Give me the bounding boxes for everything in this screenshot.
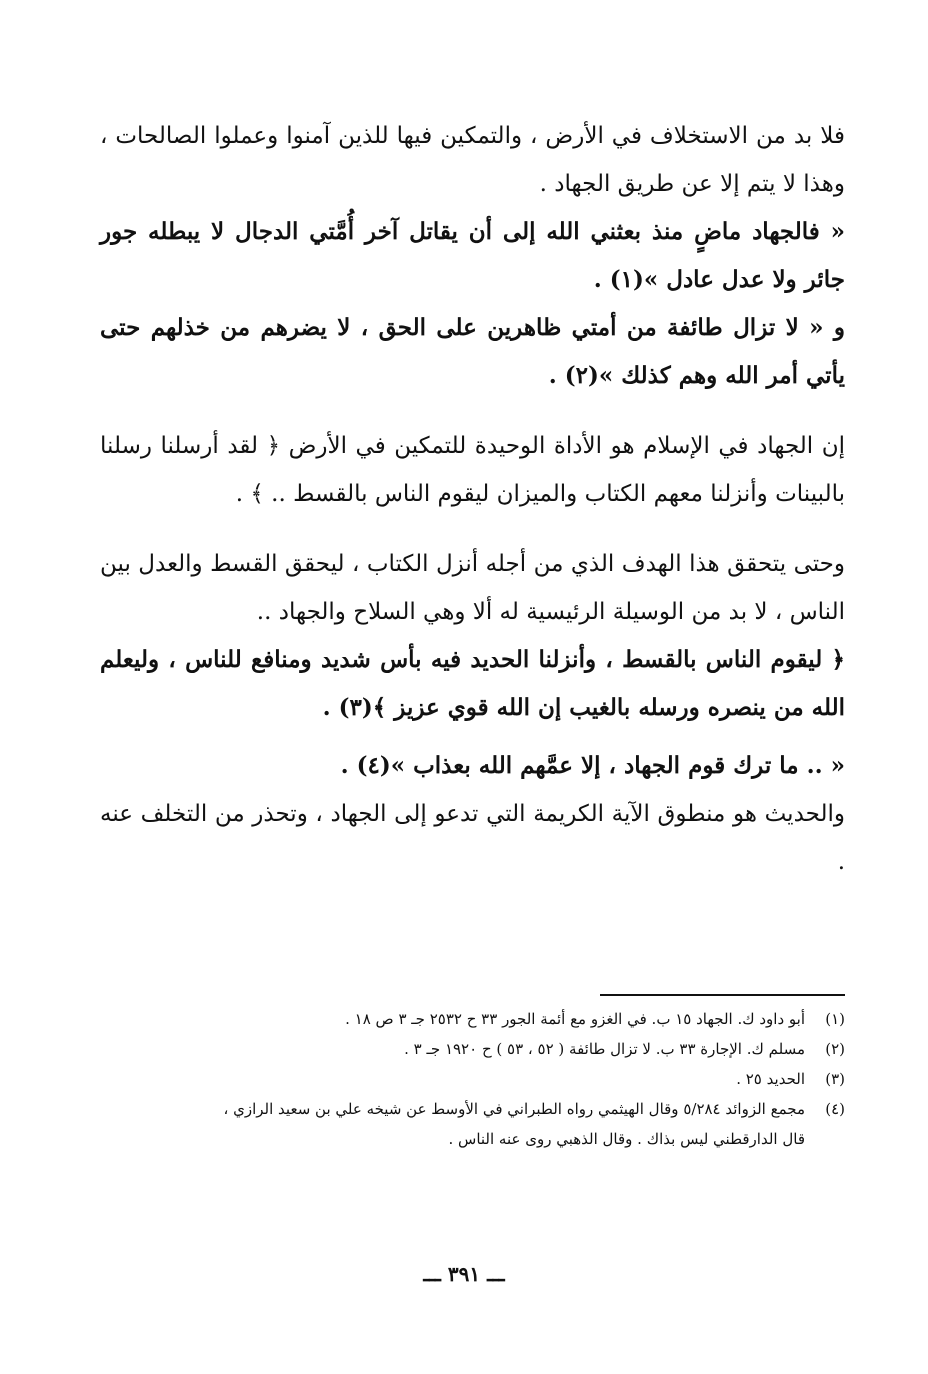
- paragraph-2: إن الجهاد في الإسلام هو الأداة الوحيدة للتمكين في الأرض ﴿ لقد أرسلنا رسلنا بالبينات وأنزلنا معهم الكتاب والميزان ليقوم الناس بالقسط .. ﴾ .: [100, 433, 845, 507]
- footnote-text: مجمع الزوائد ٥/٢٨٤ وقال الهيثمي رواه الطبراني في الأوسط عن شيخه علي بن سعيد الرازي ،: [223, 1100, 805, 1118]
- hadith-2: و « لا تزال طائفة من أمتي ظاهرين على الحق ، لا يضرهم من خذلهم حتى يأتي أمر الله وهم كذلك »(٢) .: [100, 314, 845, 389]
- footnote-1: [100, 1004, 845, 1034]
- hadith-3: « .. ما ترك قوم الجهاد ، إلا عمَّهم الله بعذاب »(٤) .: [340, 752, 845, 779]
- footnote-text: مسلم ك. الإجارة ٣٣ ب. لا تزال طائفة ( ٥٢ ، ٥٣ ) ح ١٩٢٠ جـ ٣ .: [404, 1040, 805, 1058]
- footnote-4-continuation: قال الدارقطني ليس بذاك . وقال الذهبي روى عنه الناس .: [448, 1130, 805, 1148]
- footnote-3: [100, 1064, 845, 1094]
- page-body: [100, 112, 845, 886]
- footnote-number: (٤): [825, 1100, 845, 1118]
- footnote-number: (٢): [825, 1040, 845, 1058]
- footnote-number: (٣): [825, 1070, 845, 1088]
- footnote-text: الحديد ٢٥ .: [736, 1070, 805, 1088]
- footnote-2: [100, 1034, 845, 1064]
- hadith-1: « فالجهاد ماضٍ منذ بعثني الله إلى أن يقاتل آخر أُمَّتي الدجال لا يبطله جور جائر ولا عدل عادل »(١) .: [100, 218, 845, 293]
- paragraph-1: فلا بد من الاستخلاف في الأرض ، والتمكين فيها للذين آمنوا وعملوا الصالحات ، وهذا لا يتم إلا عن طريق الجهاد .: [100, 123, 845, 197]
- paragraph-4: والحديث هو منطوق الآية الكريمة التي تدعو إلى الجهاد ، وتحذر من التخلف عنه .: [100, 801, 845, 875]
- paragraph-3: وحتى يتحقق هذا الهدف الذي من أجله أنزل الكتاب ، ليحقق القسط والعدل بين الناس ، لا بد من الوسيلة الرئيسية له ألا وهي السلاح والجهاد ..: [100, 551, 845, 625]
- quran-verse: ﴿ ليقوم الناس بالقسط ، وأنزلنا الحديد فيه بأس شديد ومنافع للناس ، وليعلم الله من ينصره ورسله بالغيب إن الله قوي عزيز ﴾(٣) .: [100, 646, 845, 721]
- footnotes: [100, 994, 845, 1154]
- footnote-rule: [600, 994, 845, 996]
- footnote-number: (١): [825, 1010, 845, 1028]
- page-number: ـــ ٣٩١ ـــ: [423, 1262, 505, 1286]
- footnote-text: أبو داود ك. الجهاد ١٥ ب. في الغزو مع أئمة الجور ٣٣ ح ٢٥٣٢ جـ ٣ ص ١٨ .: [345, 1010, 805, 1028]
- footnote-4: [100, 1094, 845, 1124]
